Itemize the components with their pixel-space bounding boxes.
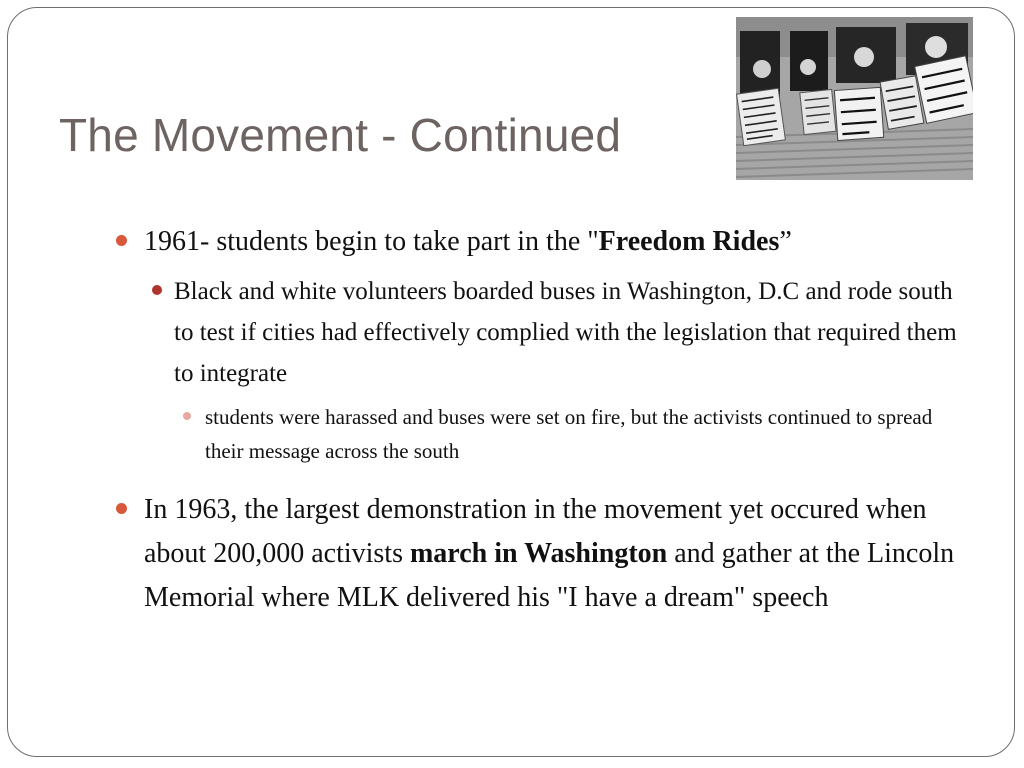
bullet-text-end: ” <box>779 226 792 257</box>
slide-title: The Movement - Continued <box>59 109 622 161</box>
slide-content <box>112 220 972 620</box>
bullet-bold-text: march in Washington <box>409 538 668 569</box>
bullet-freedom-rides <box>112 220 972 264</box>
freedom-riders-photo <box>736 17 973 180</box>
subsubbullet-harassment <box>112 400 972 468</box>
bullet-dot-icon <box>116 503 127 514</box>
bullet-dot-icon <box>116 235 127 246</box>
bullet-dot-icon <box>152 285 162 295</box>
subsubbullet-text: students were harassed and buses were set on fire, but the activists continued to spread their message across the south <box>205 405 933 463</box>
bullet-text-end: and gather at the Lincoln Memorial where MLK delivered his "I have a dream" speech <box>144 538 955 613</box>
bullet-march-on-washington <box>112 488 972 620</box>
subbullet-text: Black and white volunteers boarded buses in Washington, D.C and rode south to test if cities had effectively complied with the legislation that required them to integrate <box>174 278 957 387</box>
bullet-text: In 1963, the largest demonstration in the movement yet occured when about 200,000 activists <box>144 494 927 569</box>
subbullet-volunteers <box>112 271 972 394</box>
bullet-bold-text: Freedom Rides <box>598 226 780 257</box>
bullet-dot-icon <box>183 412 191 420</box>
bullet-text: 1961- students begin to take part in the " <box>144 226 599 257</box>
